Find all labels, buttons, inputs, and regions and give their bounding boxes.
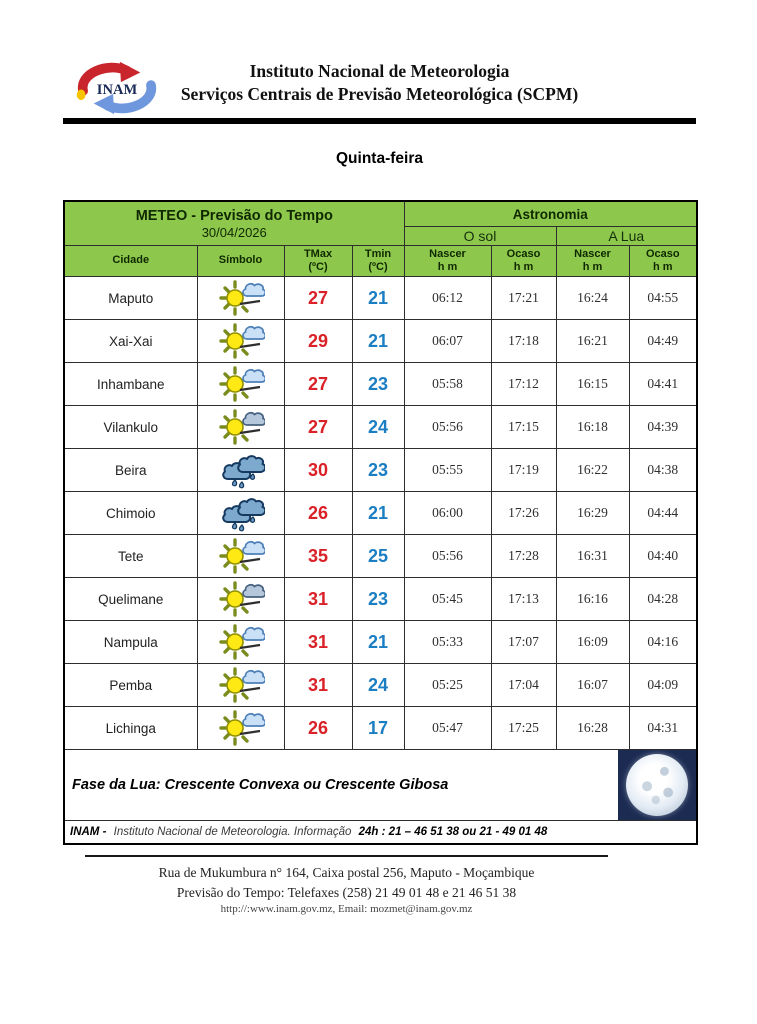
city-cell: Xai-Xai bbox=[64, 320, 197, 363]
tmax-cell: 31 bbox=[284, 578, 352, 621]
tmin-cell: 17 bbox=[352, 707, 404, 750]
info-bar-phones: 24h : 21 – 46 51 38 ou 21 - 49 01 48 bbox=[358, 826, 548, 838]
tmax-cell: 29 bbox=[284, 320, 352, 363]
sun-cloud-icon bbox=[197, 621, 284, 664]
moon-set-cell: 04:55 bbox=[629, 277, 697, 320]
sun-cloud-icon bbox=[197, 320, 284, 363]
tmin-cell: 23 bbox=[352, 363, 404, 406]
city-cell: Chimoio bbox=[64, 492, 197, 535]
rise-label: Nascer bbox=[574, 247, 611, 260]
sun-set-cell: 17:12 bbox=[491, 363, 556, 406]
sun-set-cell: 17:25 bbox=[491, 707, 556, 750]
sun-rise-cell: 06:12 bbox=[404, 277, 491, 320]
sun-set-cell: 17:04 bbox=[491, 664, 556, 707]
sun-set-cell: 17:28 bbox=[491, 535, 556, 578]
day-title: Quinta-feira bbox=[336, 150, 423, 167]
tmin-cell: 24 bbox=[352, 406, 404, 449]
col-header-sun-set bbox=[491, 246, 556, 277]
table-row bbox=[64, 320, 697, 363]
col-header-moon-set bbox=[629, 246, 697, 277]
sun-rise-cell: 05:47 bbox=[404, 707, 491, 750]
hm-label: h m bbox=[652, 261, 673, 273]
sun-rise-cell: 05:56 bbox=[404, 535, 491, 578]
sun-cloud-icon bbox=[197, 277, 284, 320]
tmin-label: Tmin bbox=[364, 247, 392, 260]
sun-cloud-icon bbox=[197, 707, 284, 750]
table-row bbox=[64, 406, 697, 449]
tmax-cell: 31 bbox=[284, 664, 352, 707]
moon-rise-cell: 16:31 bbox=[556, 535, 629, 578]
tmax-cell: 27 bbox=[284, 363, 352, 406]
info-bar-prefix: INAM - bbox=[70, 826, 107, 838]
page-footer bbox=[85, 855, 608, 918]
footer-web: http://:www.inam.gov.mz, Email: mozmet@inam.gov.mz bbox=[220, 903, 473, 916]
table-column-header-row bbox=[64, 246, 697, 277]
info-bar-text: Instituto Nacional de Meteorologia. Informação bbox=[113, 826, 352, 838]
city-cell: Maputo bbox=[64, 277, 197, 320]
tmin-cell: 21 bbox=[352, 320, 404, 363]
sun-rise-cell: 06:00 bbox=[404, 492, 491, 535]
moon-rise-cell: 16:29 bbox=[556, 492, 629, 535]
col-header-city: Cidade bbox=[64, 246, 197, 277]
sun-rise-cell: 05:55 bbox=[404, 449, 491, 492]
astronomy-header: Astronomia bbox=[404, 201, 697, 227]
set-label: Ocaso bbox=[506, 247, 541, 260]
col-header-moon-rise bbox=[556, 246, 629, 277]
table-row bbox=[64, 621, 697, 664]
city-cell: Quelimane bbox=[64, 578, 197, 621]
tmax-cell: 27 bbox=[284, 406, 352, 449]
col-header-symbol: Símbolo bbox=[197, 246, 284, 277]
sun-rise-cell: 05:58 bbox=[404, 363, 491, 406]
table-row bbox=[64, 578, 697, 621]
header-divider bbox=[63, 118, 696, 124]
hm-label: h m bbox=[437, 261, 458, 273]
sun-graycloud-icon bbox=[197, 578, 284, 621]
moon-set-cell: 04:28 bbox=[629, 578, 697, 621]
moon-set-cell: 04:41 bbox=[629, 363, 697, 406]
letterhead bbox=[63, 52, 696, 106]
moon-rise-cell: 16:22 bbox=[556, 449, 629, 492]
sun-rise-cell: 05:33 bbox=[404, 621, 491, 664]
moon-rise-cell: 16:21 bbox=[556, 320, 629, 363]
tmin-cell: 21 bbox=[352, 277, 404, 320]
tmin-cell: 25 bbox=[352, 535, 404, 578]
moon-rise-cell: 16:24 bbox=[556, 277, 629, 320]
sun-set-cell: 17:18 bbox=[491, 320, 556, 363]
logo-text: INAM bbox=[96, 81, 138, 98]
sun-cloud-icon bbox=[197, 535, 284, 578]
rise-label: Nascer bbox=[429, 247, 466, 260]
city-cell: Beira bbox=[64, 449, 197, 492]
table-row bbox=[64, 707, 697, 750]
city-cell: Vilankulo bbox=[64, 406, 197, 449]
hm-label: h m bbox=[513, 261, 534, 273]
sun-cloud-icon bbox=[197, 664, 284, 707]
sun-set-cell: 17:15 bbox=[491, 406, 556, 449]
sun-graycloud-icon bbox=[197, 406, 284, 449]
tmax-cell: 31 bbox=[284, 621, 352, 664]
col-header-sun-rise bbox=[404, 246, 491, 277]
hm-label: h m bbox=[582, 261, 603, 273]
table-row bbox=[64, 277, 697, 320]
meteo-title: METEO - Previsão do Tempo bbox=[135, 207, 333, 224]
table-header-row-1 bbox=[64, 201, 697, 227]
moon-set-cell: 04:40 bbox=[629, 535, 697, 578]
sun-rise-cell: 06:07 bbox=[404, 320, 491, 363]
org-title-line1: Instituto Nacional de Meteorologia bbox=[249, 61, 510, 81]
moon-rise-cell: 16:16 bbox=[556, 578, 629, 621]
set-label: Ocaso bbox=[645, 247, 680, 260]
tmax-label: TMax bbox=[303, 247, 333, 260]
table-row bbox=[64, 363, 697, 406]
tmin-cell: 24 bbox=[352, 664, 404, 707]
col-header-tmax bbox=[284, 246, 352, 277]
city-cell: Lichinga bbox=[64, 707, 197, 750]
moon-set-cell: 04:09 bbox=[629, 664, 697, 707]
sun-rise-cell: 05:56 bbox=[404, 406, 491, 449]
moon-rise-cell: 16:07 bbox=[556, 664, 629, 707]
moon-subheader: A Lua bbox=[556, 227, 697, 246]
rain-clouds-icon bbox=[197, 492, 284, 535]
tmin-cell: 21 bbox=[352, 621, 404, 664]
moon-rise-cell: 16:09 bbox=[556, 621, 629, 664]
tmax-cell: 26 bbox=[284, 707, 352, 750]
tmin-cell: 23 bbox=[352, 449, 404, 492]
tmin-unit: (ºC) bbox=[368, 261, 388, 273]
forecast-date: 30/04/2026 bbox=[201, 224, 267, 240]
sun-set-cell: 17:26 bbox=[491, 492, 556, 535]
moon-set-cell: 04:16 bbox=[629, 621, 697, 664]
moon-rise-cell: 16:15 bbox=[556, 363, 629, 406]
forecast-table bbox=[63, 200, 698, 845]
table-row bbox=[64, 449, 697, 492]
sun-set-cell: 17:21 bbox=[491, 277, 556, 320]
rain-clouds-icon bbox=[197, 449, 284, 492]
sun-set-cell: 17:07 bbox=[491, 621, 556, 664]
moon-set-cell: 04:31 bbox=[629, 707, 697, 750]
full-moon-icon bbox=[626, 754, 688, 816]
moon-rise-cell: 16:18 bbox=[556, 406, 629, 449]
info-bar-cell bbox=[64, 821, 697, 845]
full-moon-image bbox=[618, 750, 696, 820]
sun-cloud-icon bbox=[197, 363, 284, 406]
sun-set-cell: 17:19 bbox=[491, 449, 556, 492]
city-cell: Tete bbox=[64, 535, 197, 578]
footer-phone: Previsão do Tempo: Telefaxes (258) 21 49 01 48 e 21 46 51 38 bbox=[176, 884, 517, 900]
sun-rise-cell: 05:45 bbox=[404, 578, 491, 621]
tmax-cell: 35 bbox=[284, 535, 352, 578]
city-cell: Nampula bbox=[64, 621, 197, 664]
col-header-tmin bbox=[352, 246, 404, 277]
inam-logo-icon bbox=[68, 56, 166, 120]
table-row bbox=[64, 492, 697, 535]
tmin-cell: 21 bbox=[352, 492, 404, 535]
table-row bbox=[64, 664, 697, 707]
tmax-cell: 30 bbox=[284, 449, 352, 492]
info-bar-row bbox=[64, 821, 697, 845]
table-row bbox=[64, 535, 697, 578]
moon-set-cell: 04:49 bbox=[629, 320, 697, 363]
moon-set-cell: 04:44 bbox=[629, 492, 697, 535]
moon-phase-label: Fase da Lua: Crescente Convexa ou Crescente Gibosa bbox=[72, 777, 449, 793]
city-cell: Inhambane bbox=[64, 363, 197, 406]
tmax-cell: 26 bbox=[284, 492, 352, 535]
sun-subheader: O sol bbox=[404, 227, 556, 246]
tmax-unit: (ºC) bbox=[308, 261, 328, 273]
moon-phase-row bbox=[64, 750, 697, 821]
footer-address: Rua de Mukumbura n° 164, Caixa postal 256, Maputo - Moçambique bbox=[158, 865, 535, 880]
city-cell: Pemba bbox=[64, 664, 197, 707]
moon-rise-cell: 16:28 bbox=[556, 707, 629, 750]
sun-set-cell: 17:13 bbox=[491, 578, 556, 621]
moon-phase-cell bbox=[64, 750, 697, 821]
org-title-line2: Serviços Centrais de Previsão Meteorológica (SCPM) bbox=[180, 84, 579, 105]
moon-set-cell: 04:38 bbox=[629, 449, 697, 492]
meteo-header-cell bbox=[64, 201, 404, 246]
sun-rise-cell: 05:25 bbox=[404, 664, 491, 707]
tmax-cell: 27 bbox=[284, 277, 352, 320]
tmin-cell: 23 bbox=[352, 578, 404, 621]
moon-set-cell: 04:39 bbox=[629, 406, 697, 449]
